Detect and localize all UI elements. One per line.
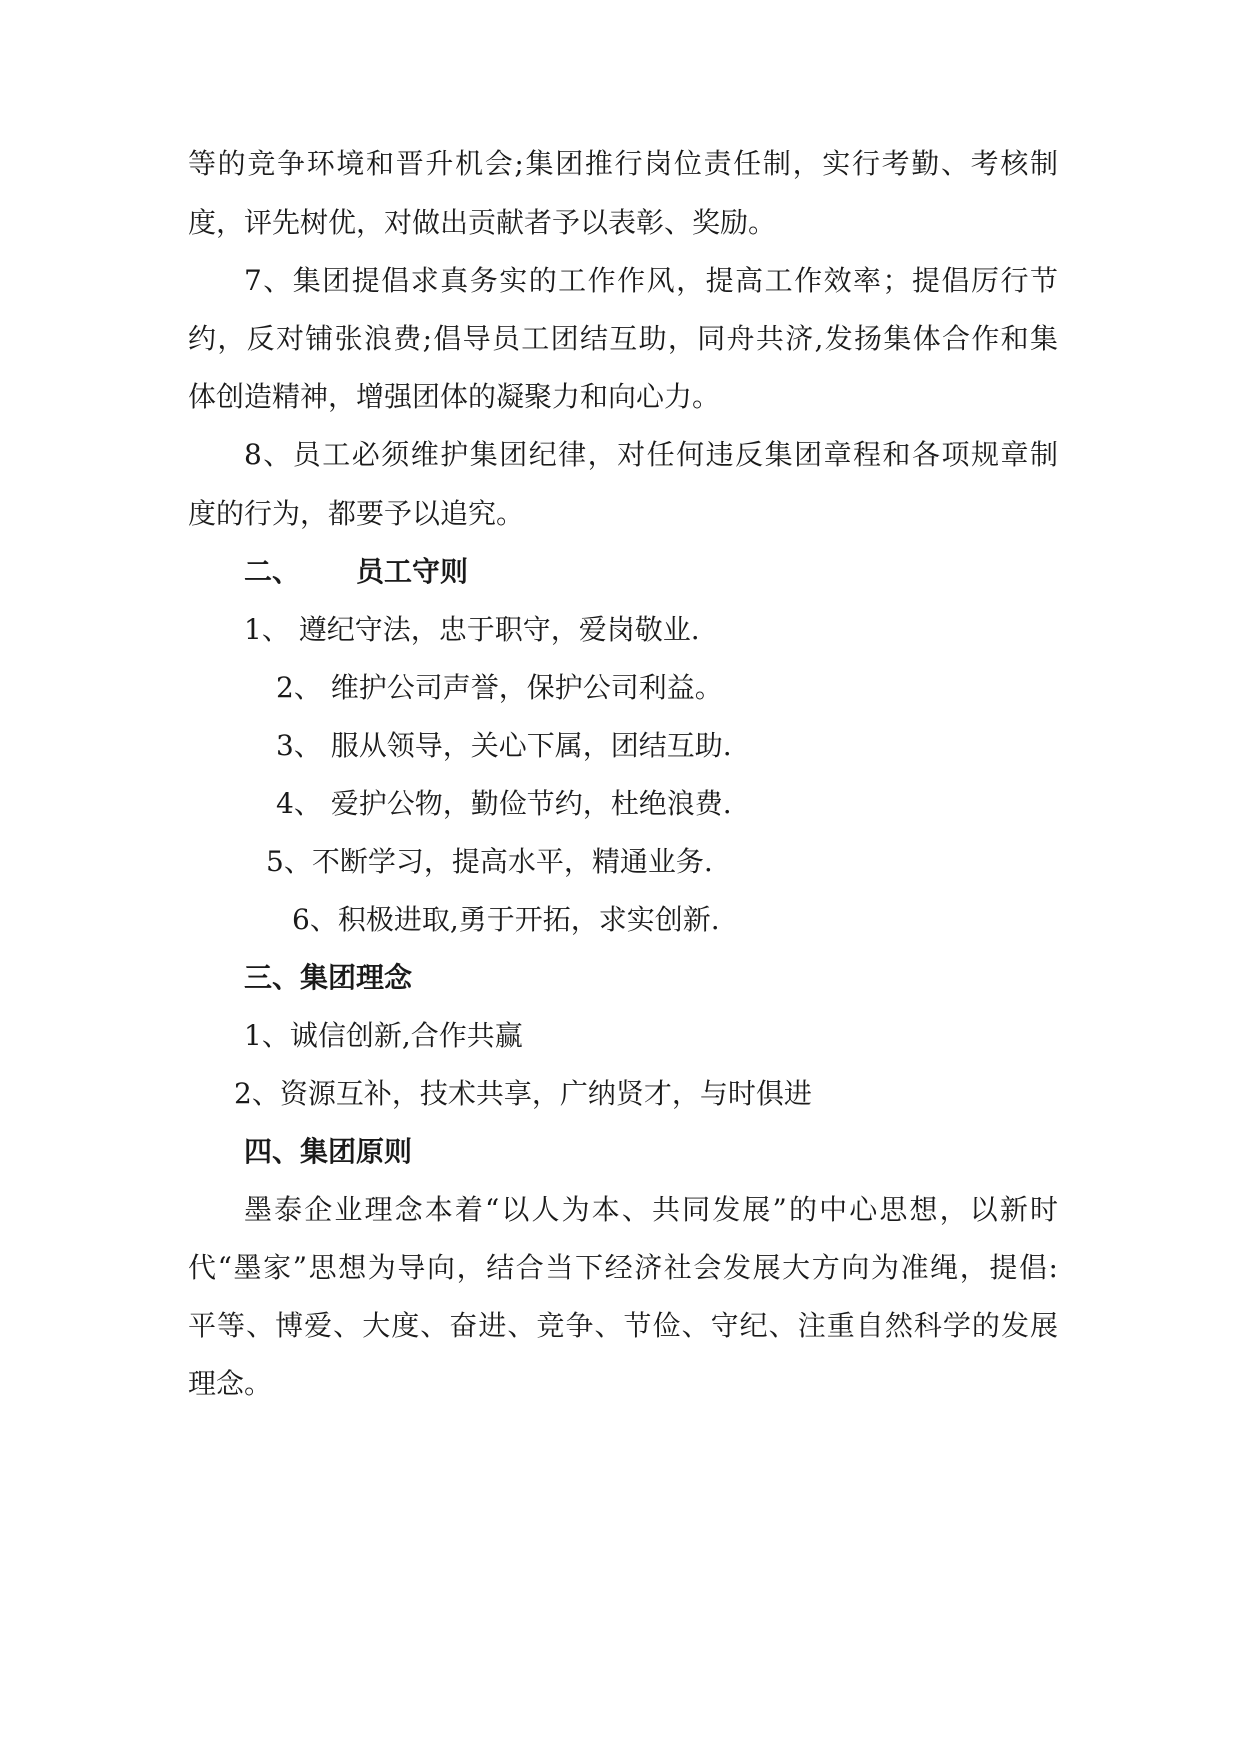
section-2-number: 二、 — [244, 555, 301, 588]
paragraph-8-line: 8、员工必须维护集团纪律，对任何违反集团章程和各项规章制 — [244, 438, 1058, 471]
philosophy-item-1: 1、诚信创新,合作共赢 — [244, 1019, 523, 1052]
rule-item-1: 1、 遵纪守法，忠于职守，爱岗敬业. — [244, 613, 700, 646]
section-3-heading: 三、集团理念 — [244, 961, 413, 994]
paragraph-7-line: 7、集团提倡求真务实的工作作风，提高工作效率；提倡厉行节 — [244, 264, 1058, 297]
principle-line: 平等、博爱、大度、奋进、竞争、节俭、守纪、注重自然科学的发展 — [188, 1309, 1058, 1342]
rule-item-2: 2、 维护公司声誉，保护公司利益。 — [276, 671, 723, 704]
section-2-title: 员工守则 — [356, 555, 469, 588]
paragraph-line: 等的竞争环境和晋升机会;集团推行岗位责任制，实行考勤、考核制 — [188, 147, 1058, 180]
paragraph-7-line: 约，反对铺张浪费;倡导员工团结互助，同舟共济,发扬集体合作和集 — [188, 322, 1058, 355]
section-2-heading — [244, 552, 1114, 592]
paragraph-8-line: 度的行为，都要予以追究。 — [188, 497, 525, 530]
philosophy-item-2: 2、资源互补，技术共享，广纳贤才，与时俱进 — [234, 1077, 812, 1110]
principle-line: 墨泰企业理念本着“以人为本、共同发展”的中心思想，以新时 — [244, 1193, 1058, 1226]
rule-item-3: 3、 服从领导，关心下属，团结互助. — [276, 729, 732, 762]
rule-item-5: 5、不断学习，提高水平，精通业务. — [266, 845, 713, 878]
principle-line: 理念。 — [188, 1367, 273, 1400]
rule-item-6: 6、积极进取,勇于开拓，求实创新. — [292, 903, 720, 936]
principle-line: 代“墨家”思想为导向，结合当下经济社会发展大方向为准绳，提倡: — [188, 1251, 1058, 1284]
rule-item-4: 4、 爱护公物，勤俭节约，杜绝浪费. — [276, 787, 732, 820]
paragraph-7-line: 体创造精神，增强团体的凝聚力和向心力。 — [188, 380, 721, 413]
section-4-heading: 四、集团原则 — [244, 1135, 413, 1168]
paragraph-line: 度，评先树优，对做出贡献者予以表彰、奖励。 — [188, 206, 777, 239]
